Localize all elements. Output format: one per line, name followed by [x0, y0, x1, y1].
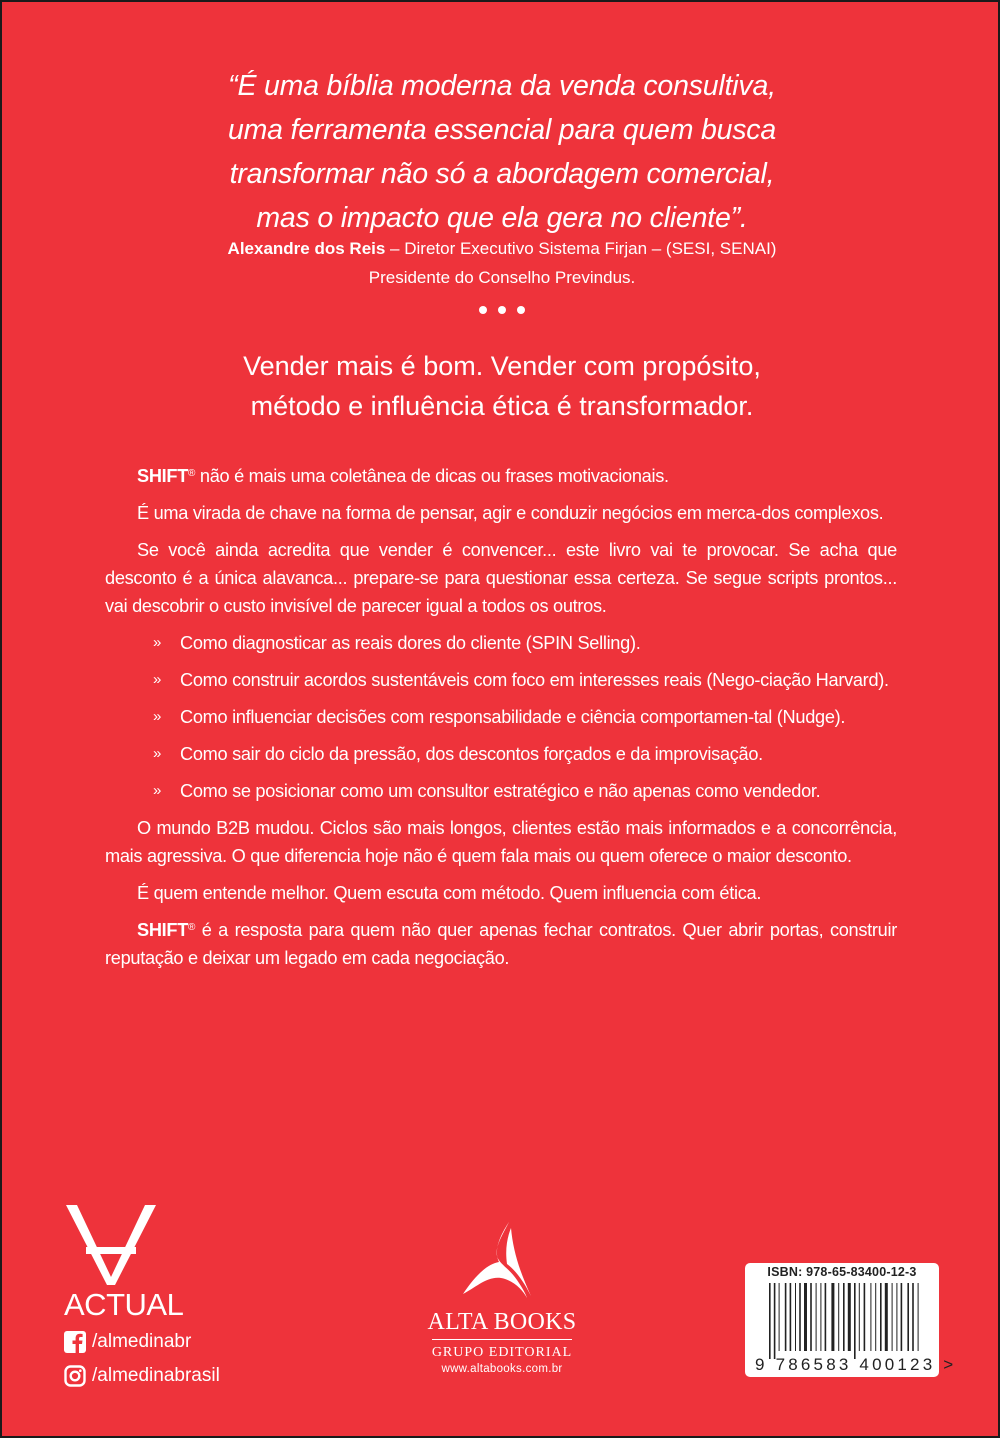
divider-dot: [498, 306, 506, 314]
tagline-line: método e influência ética é transformador.: [250, 391, 754, 421]
quote-line: uma ferramenta essencial para quem busca: [227, 114, 777, 146]
actual-logo-icon: [64, 1205, 220, 1285]
paragraph-text: é a resposta para quem não quer apenas fechar contratos. Quer abrir portas, construir reputação e deixar um legado em cada negociação.: [105, 920, 897, 968]
barcode-bar: [875, 1283, 876, 1351]
barcode-bar: [892, 1283, 893, 1351]
paragraph: O mundo B2B mudou. Ciclos são mais longos, clientes estão mais informados e a concorrência, mais agressiva. O que diferencia hoje não é quem fala mais ou quem oferece o maior desconto.: [105, 818, 897, 866]
barcode-bar: [831, 1283, 834, 1351]
list-item: [105, 666, 897, 694]
barcode-bar: [804, 1283, 807, 1351]
endorsement-quote: [152, 64, 852, 240]
brand-name: SHIFT: [137, 466, 189, 486]
quote-author-role-2: Presidente do Conselho Previndus.: [368, 268, 636, 287]
barcode-bars: [769, 1283, 919, 1359]
quote-line: transformar não só a abordagem comercial,: [229, 158, 775, 190]
barcode-bar: [854, 1283, 856, 1359]
barcode-bar: [918, 1283, 919, 1351]
bullet-mark: »: [152, 708, 161, 725]
paragraph: [105, 916, 897, 972]
barcode-bar: [848, 1283, 851, 1351]
list-item-text: Como sair do ciclo da pressão, dos descontos forçados e da improvisação.: [180, 744, 763, 764]
barcode-bar: [774, 1283, 776, 1359]
book-description: [105, 462, 897, 981]
barcode-digits: 9 786583 400123 >: [755, 1355, 957, 1374]
quote-line: mas o impacto que ela gera no cliente”.: [256, 202, 748, 234]
tagline-line: Vender mais é bom. Vender com propósito,: [243, 351, 761, 381]
barcode-bar: [785, 1283, 787, 1351]
list-item: [105, 777, 897, 805]
facebook-icon: [64, 1331, 86, 1353]
alta-books-emblem-icon: [457, 1220, 547, 1300]
barcode-bar: [769, 1283, 771, 1359]
list-item-text: Como influenciar decisões com responsabilidade e ciência comportamen-tal (Nudge).: [180, 707, 846, 727]
barcode-bar: [779, 1283, 780, 1351]
barcode-bar: [859, 1283, 860, 1351]
quote-author-role: – Diretor Executivo Sistema Firjan – (SESI, SENAI): [385, 239, 777, 258]
barcode-bar: [795, 1283, 796, 1351]
quote-attribution: [102, 234, 902, 292]
bullet-mark: »: [152, 745, 161, 762]
isbn-label: ISBN: 978-65-83400-12-3: [767, 1265, 917, 1279]
barcode-bar: [838, 1283, 839, 1351]
publisher-url: www.altabooks.com.br: [441, 1363, 563, 1375]
barcode-bar: [810, 1283, 812, 1351]
list-item: [105, 740, 897, 768]
section-divider-dots: [2, 306, 1000, 314]
registered-mark: ®: [188, 468, 196, 479]
paragraph-text: não é mais uma coletânea de dicas ou frases motivacionais.: [195, 466, 669, 486]
isbn-barcode: [745, 1263, 957, 1377]
actual-imprint: [64, 1205, 220, 1389]
bullet-mark: »: [152, 634, 161, 651]
list-item-text: Como construir acordos sustentáveis com foco em interesses reais (Nego-ciação Harvard).: [180, 670, 889, 690]
paragraph: É uma virada de chave na forma de pensar, agir e conduzir negócios em merca-dos complexos.: [137, 503, 884, 523]
tagline: [102, 346, 902, 426]
divider-dot: [479, 306, 487, 314]
bullet-mark: »: [152, 671, 161, 688]
quote-line: “É uma bíblia moderna da venda consultiva,: [228, 70, 776, 102]
paragraph: [105, 462, 897, 490]
alta-books-logo: [407, 1220, 597, 1377]
list-item-text: Como diagnosticar as reais dores do cliente (SPIN Selling).: [180, 633, 641, 653]
publisher-subtitle: GRUPO EDITORIAL: [431, 1345, 573, 1360]
paragraph: É quem entende melhor. Quem escuta com método. Quem influencia com ética.: [137, 883, 762, 903]
barcode-bar: [896, 1283, 897, 1351]
barcode-bar: [790, 1283, 792, 1351]
barcode-bar: [816, 1283, 817, 1351]
quote-author: Alexandre dos Reis: [227, 239, 386, 258]
list-item: [105, 703, 897, 731]
barcode-bar: [885, 1283, 888, 1351]
instagram-icon: [64, 1365, 86, 1387]
publisher-divider: [432, 1339, 572, 1340]
registered-mark: ®: [188, 922, 196, 933]
barcode-bar: [843, 1283, 845, 1351]
barcode-bar: [912, 1283, 914, 1351]
instagram-handle: /almedinabrasil: [92, 1365, 220, 1386]
facebook-handle: /almedinabr: [92, 1331, 192, 1352]
barcode-bar: [870, 1283, 871, 1351]
paragraph: Se você ainda acredita que vender é convencer... este livro vai te provocar. Se acha que desconto é a única alavanca... prepare-se para questionar essa certeza. Se segue scripts prontos... vai descobrir o custo invisível de parecer igual a todos os outros.: [105, 540, 897, 616]
brand-name: SHIFT: [137, 920, 189, 940]
list-item-text: Como se posicionar como um consultor estratégico e não apenas como vendedor.: [180, 781, 821, 801]
barcode-bar: [799, 1283, 801, 1351]
barcode-bar: [820, 1283, 821, 1351]
benefits-list: [105, 629, 897, 805]
barcode-bar: [907, 1283, 909, 1351]
instagram-link[interactable]: [64, 1363, 220, 1389]
barcode-bar: [864, 1283, 866, 1351]
actual-logo-text: ACTUAL: [64, 1287, 184, 1322]
barcode-bar: [901, 1283, 903, 1351]
divider-dot: [517, 306, 525, 314]
barcode-bar: [880, 1283, 882, 1351]
bullet-mark: »: [152, 782, 161, 799]
facebook-link[interactable]: [64, 1329, 220, 1355]
publisher-name: ALTA BOOKS: [427, 1309, 577, 1335]
barcode-bar: [825, 1283, 827, 1351]
list-item: [105, 629, 897, 657]
